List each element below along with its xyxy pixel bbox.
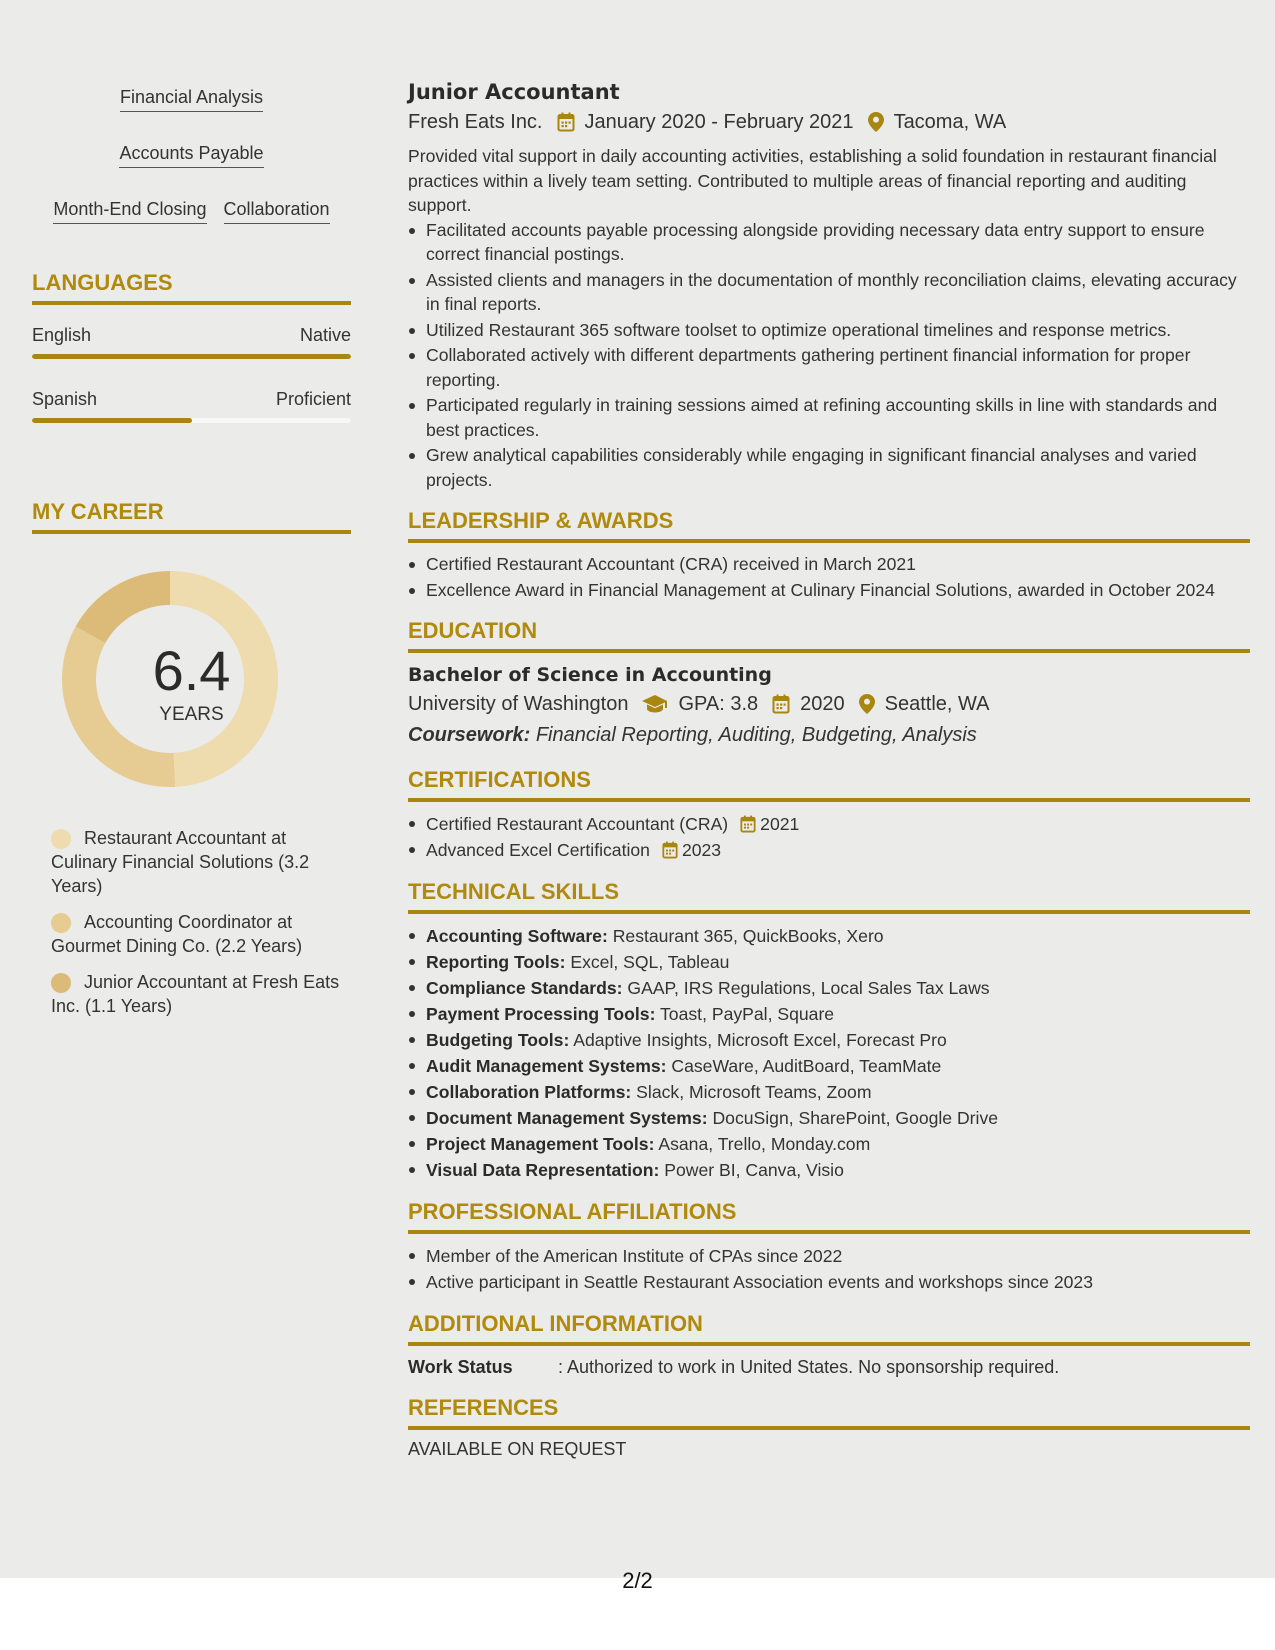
section-title: PROFESSIONAL AFFILIATIONS <box>408 1199 1250 1234</box>
list-item <box>408 1131 1250 1157</box>
job-title: Junior Accountant <box>408 80 620 104</box>
career-total-unit: YEARS <box>159 704 224 725</box>
language-row <box>32 389 351 410</box>
skill-category: Audit Management Systems: <box>426 1056 667 1076</box>
job-bullets <box>408 218 1250 493</box>
skill-tag: Collaboration <box>224 198 330 224</box>
calendar-icon <box>662 841 678 859</box>
awards-list <box>408 552 1250 602</box>
calendar-icon <box>740 815 756 833</box>
coursework-value: Financial Reporting, Auditing, Budgeting, Analysis <box>535 724 977 746</box>
right-column <box>408 78 1250 1460</box>
page-number: 2/2 <box>622 1568 653 1593</box>
skill-values: Asana, Trello, Monday.com <box>658 1134 871 1154</box>
education-section <box>408 618 1250 749</box>
awards-section <box>408 508 1250 602</box>
affiliations-list <box>408 1243 1250 1295</box>
legend-item <box>32 970 351 1018</box>
skill-values: Slack, Microsoft Teams, Zoom <box>636 1082 872 1102</box>
school-name: University of Washington <box>408 693 629 715</box>
list-item: Participated regularly in training sessions aimed at refining accounting skills in line with standards and best practices. <box>408 393 1250 442</box>
skill-values: Adaptive Insights, Microsoft Excel, Forecast Pro <box>573 1030 947 1050</box>
job-location: Tacoma, WA <box>893 111 1007 133</box>
list-item: Grew analytical capabilities considerably while engaging in significant financial analyses and varied projects. <box>408 443 1250 492</box>
section-title: CERTIFICATIONS <box>408 767 1250 802</box>
coursework-label: Coursework: <box>408 724 531 746</box>
skill-tag: Financial Analysis <box>120 86 263 112</box>
company-name: Fresh Eats Inc. <box>408 111 543 133</box>
location-pin-icon <box>868 112 884 132</box>
skill-values: DocuSign, SharePoint, Google Drive <box>712 1108 999 1128</box>
list-item <box>408 1157 1250 1183</box>
skill-tag: Accounts Payable <box>119 142 263 168</box>
skill-category: Document Management Systems: <box>426 1108 708 1128</box>
gpa: GPA: 3.8 <box>678 693 759 715</box>
list-item <box>408 1027 1250 1053</box>
language-name: Spanish <box>32 389 98 409</box>
certifications-section <box>408 767 1250 863</box>
skill-values: Excel, SQL, Tableau <box>570 952 730 972</box>
skill-category: Budgeting Tools: <box>426 1030 570 1050</box>
section-title: REFERENCES <box>408 1395 1250 1430</box>
degree-title: Bachelor of Science in Accounting <box>408 664 772 686</box>
list-item: Certified Restaurant Accountant (CRA) received in March 2021 <box>408 552 1250 577</box>
experience-entry <box>408 78 1250 492</box>
list-item <box>408 949 1250 975</box>
calendar-icon <box>772 694 790 714</box>
list-item <box>408 975 1250 1001</box>
list-item <box>408 837 1250 863</box>
legend-swatch <box>51 829 71 849</box>
technical-skills-list <box>408 923 1250 1183</box>
list-item <box>408 1105 1250 1131</box>
skill-tag: Month-End Closing <box>53 198 206 224</box>
cert-year: 2023 <box>681 840 722 860</box>
job-dates: January 2020 - February 2021 <box>584 111 854 133</box>
language-level: Proficient <box>275 389 351 409</box>
skill-category: Visual Data Representation: <box>426 1160 660 1180</box>
career-section <box>32 499 351 1018</box>
skill-category: Accounting Software: <box>426 926 608 946</box>
legend-label: Accounting Coordinator at Gourmet Dining Co. (2.2 Years) <box>51 912 303 956</box>
references-text: AVAILABLE ON REQUEST <box>408 1439 627 1459</box>
work-status-row <box>408 1355 1250 1379</box>
skill-values: GAAP, IRS Regulations, Local Sales Tax Laws <box>627 978 990 998</box>
job-summary: Provided vital support in daily accounting activities, establishing a solid foundation in restaurant financial practices within a lively team setting. Contributed to multiple areas of financial reporting and auditing support. <box>408 146 1217 215</box>
languages-section <box>32 270 351 423</box>
language-row <box>32 325 351 346</box>
list-item: Utilized Restaurant 365 software toolset to optimize operational timelines and response metrics. <box>408 318 1250 343</box>
calendar-icon <box>557 112 575 132</box>
list-item: Member of the American Institute of CPAs since 2022 <box>408 1243 1250 1269</box>
left-column <box>32 78 351 1030</box>
affiliations-section <box>408 1199 1250 1295</box>
list-item <box>408 923 1250 949</box>
skill-values: Toast, PayPal, Square <box>660 1004 835 1024</box>
language-bar <box>32 354 351 359</box>
donut-slice <box>76 571 170 643</box>
skill-category: Project Management Tools: <box>426 1134 655 1154</box>
language-name: English <box>32 325 92 345</box>
job-meta <box>408 108 1250 136</box>
list-item <box>408 811 1250 837</box>
additional-info-section <box>408 1311 1250 1379</box>
skill-category: Compliance Standards: <box>426 978 623 998</box>
language-bar-fill <box>32 418 192 423</box>
section-title: LANGUAGES <box>32 270 351 305</box>
skill-values: CaseWare, AuditBoard, TeamMate <box>671 1056 942 1076</box>
legend-label: Restaurant Accountant at Culinary Financial Solutions (3.2 Years) <box>51 828 310 896</box>
career-donut-chart <box>32 554 351 804</box>
legend-label: Junior Accountant at Fresh Eats Inc. (1.1 Years) <box>51 972 340 1016</box>
list-item <box>408 1053 1250 1079</box>
education-meta <box>408 690 1250 718</box>
skill-category: Payment Processing Tools: <box>426 1004 656 1024</box>
work-status-label: Work Status <box>408 1357 513 1377</box>
skill-category: Collaboration Platforms: <box>426 1082 632 1102</box>
section-title: MY CAREER <box>32 499 351 534</box>
section-title: LEADERSHIP & AWARDS <box>408 508 1250 543</box>
list-item: Excellence Award in Financial Management at Culinary Financial Solutions, awarded in October 2024 <box>408 578 1250 603</box>
legend-swatch <box>51 913 71 933</box>
list-item: Facilitated accounts payable processing alongside providing necessary data entry support to ensure correct financial postings. <box>408 218 1250 267</box>
list-item <box>408 1001 1250 1027</box>
skill-category: Reporting Tools: <box>426 952 566 972</box>
language-bar-fill <box>32 354 351 359</box>
language-level: Native <box>299 325 351 345</box>
section-title: EDUCATION <box>408 618 1250 653</box>
skill-values: Power BI, Canva, Visio <box>664 1160 844 1180</box>
list-item: Active participant in Seattle Restaurant Association events and workshops since 2023 <box>408 1269 1250 1295</box>
cert-name: Advanced Excel Certification <box>426 840 650 860</box>
section-title: TECHNICAL SKILLS <box>408 879 1250 914</box>
legend-item <box>32 826 351 898</box>
location-pin-icon <box>859 694 875 714</box>
technical-skills-section <box>408 879 1250 1183</box>
references-section <box>408 1395 1250 1460</box>
list-item: Collaborated actively with different departments gathering pertinent financial information for proper reporting. <box>408 343 1250 392</box>
skill-tags <box>32 78 351 224</box>
legend-swatch <box>51 973 71 993</box>
school-location: Seattle, WA <box>884 693 990 715</box>
certifications-list <box>408 811 1250 863</box>
legend-item <box>32 910 351 958</box>
coursework <box>408 721 1250 749</box>
career-total-value: 6.4 <box>152 639 231 702</box>
section-title: ADDITIONAL INFORMATION <box>408 1311 1250 1346</box>
cert-name: Certified Restaurant Accountant (CRA) <box>426 814 729 834</box>
language-bar <box>32 418 351 423</box>
graduation-cap-icon <box>642 695 668 713</box>
career-legend <box>32 826 351 1018</box>
list-item <box>408 1079 1250 1105</box>
graduation-year: 2020 <box>800 693 845 715</box>
work-status-value: : Authorized to work in United States. No sponsorship required. <box>558 1357 1060 1377</box>
cert-year: 2021 <box>760 814 800 834</box>
list-item: Assisted clients and managers in the documentation of monthly reconciliation claims, elevating accuracy in final reports. <box>408 268 1250 317</box>
skill-values: Restaurant 365, QuickBooks, Xero <box>612 926 884 946</box>
